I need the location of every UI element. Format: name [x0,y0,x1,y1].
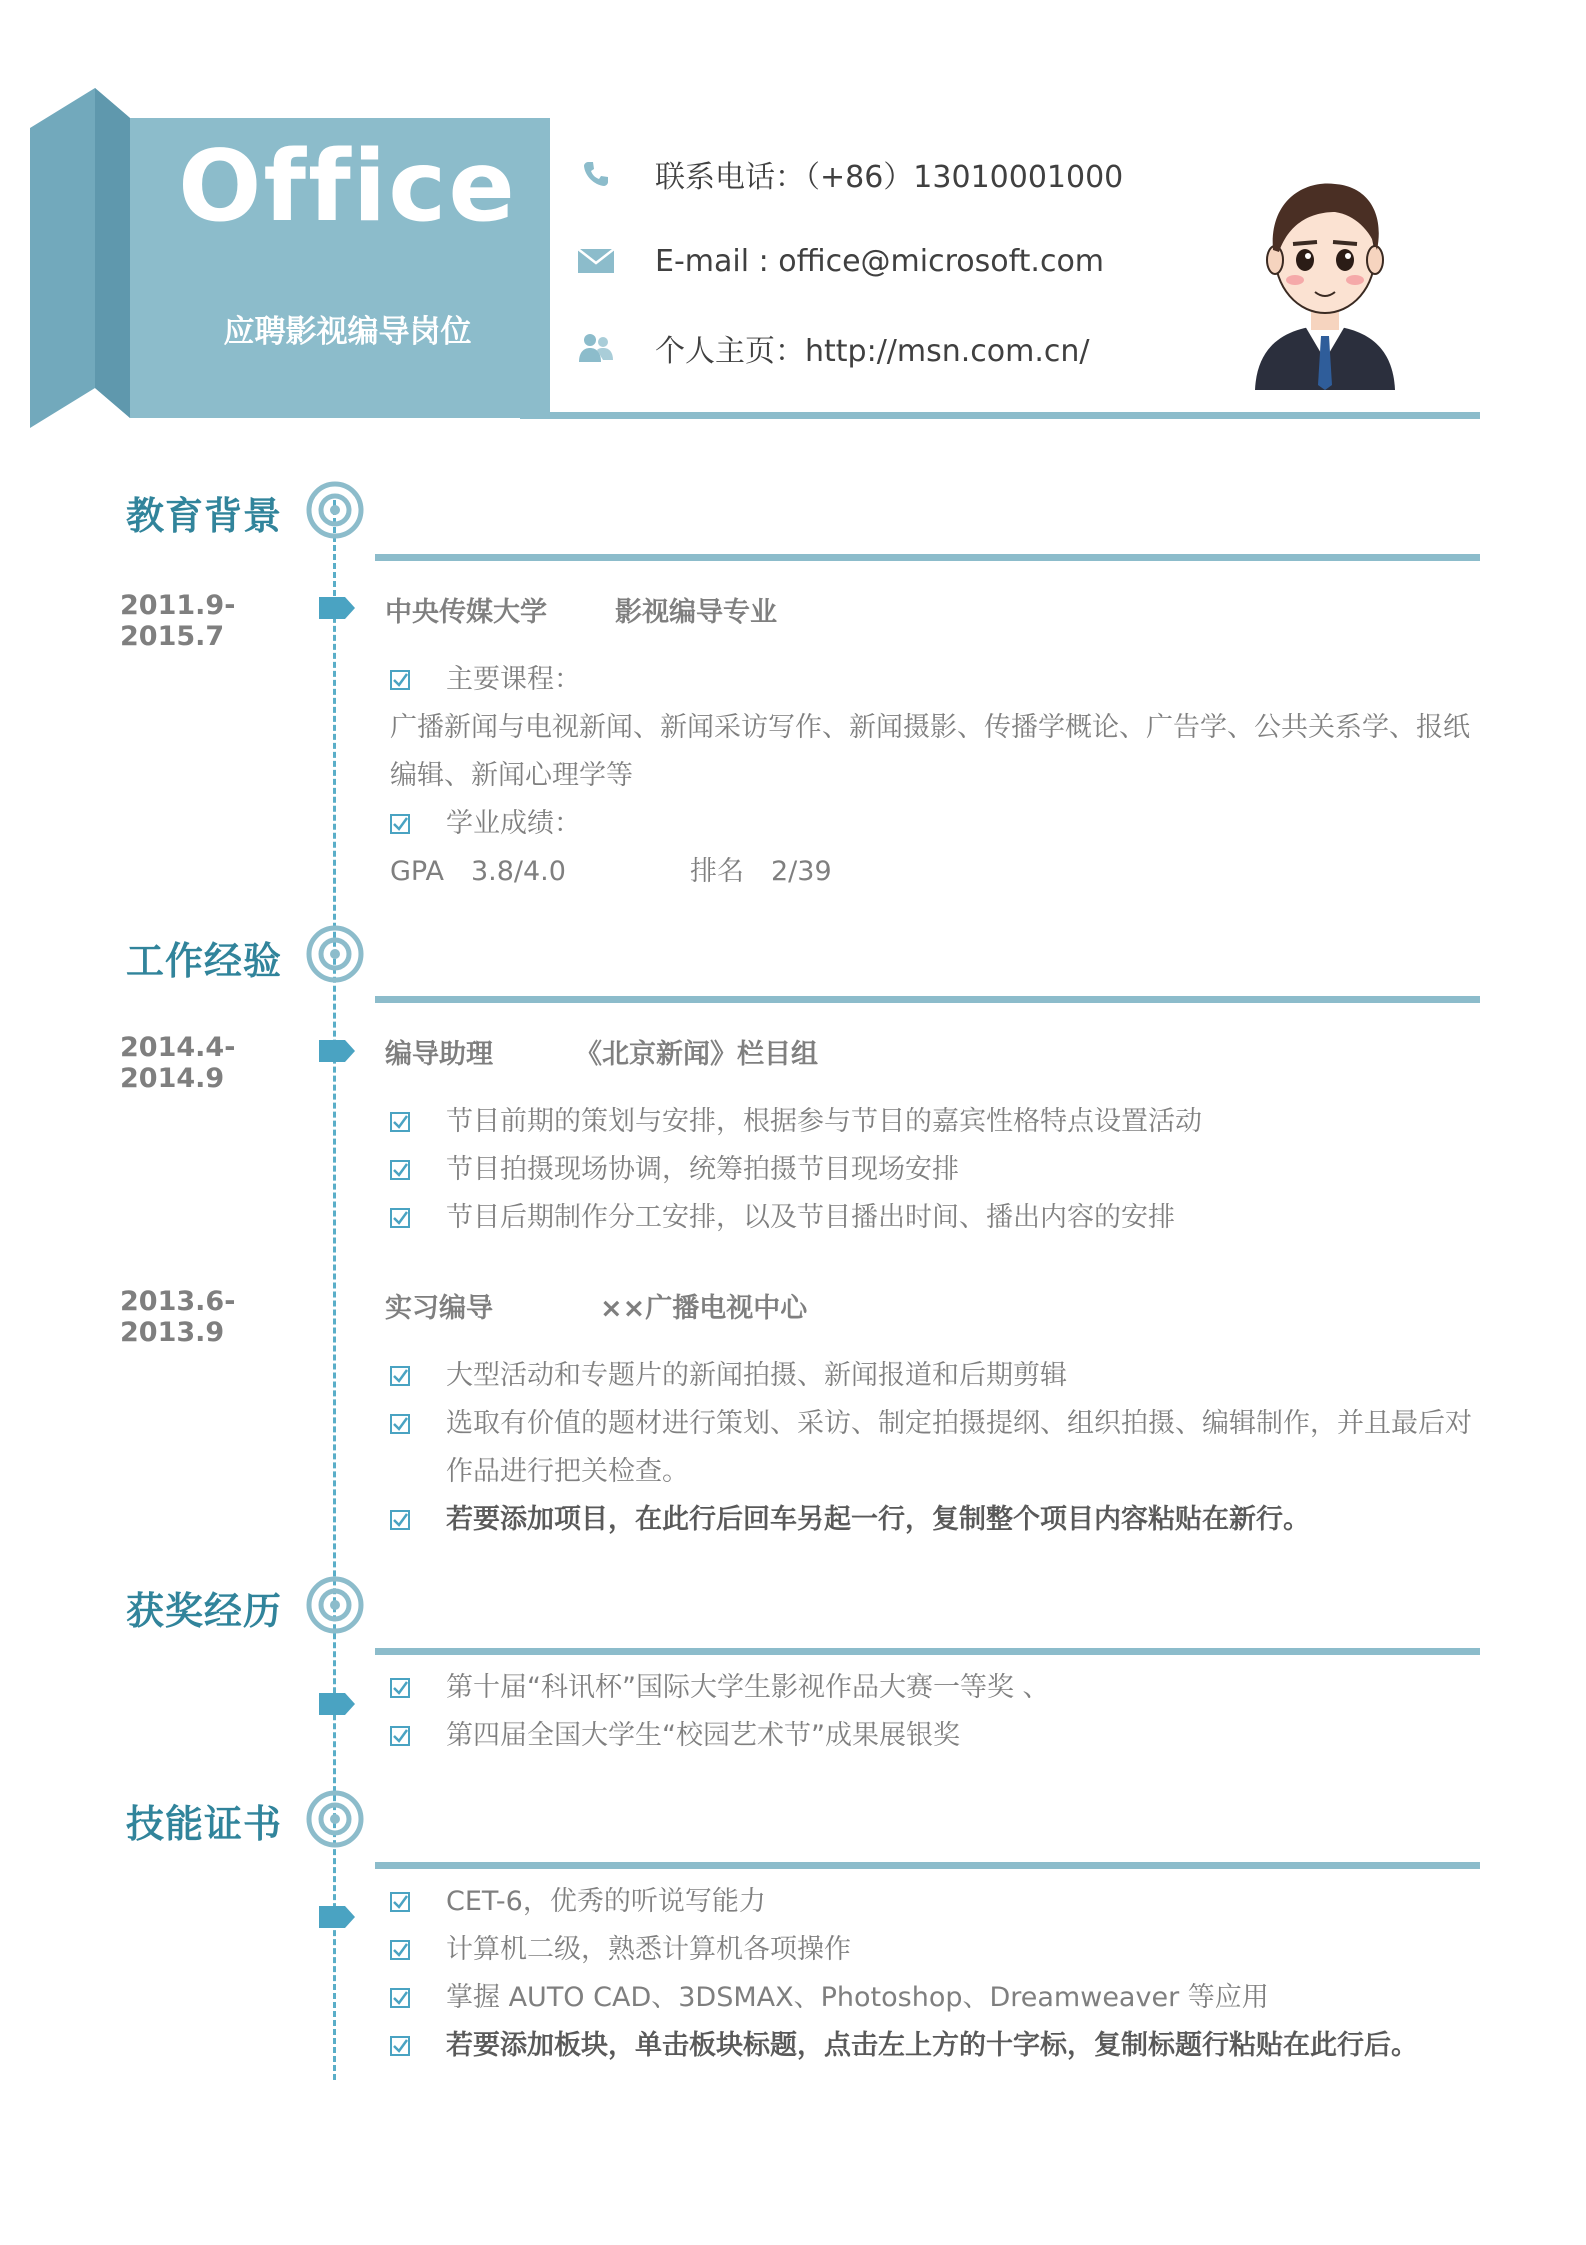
courses-line: 广播新闻与电视新闻、新闻采访写作、新闻摄影、传播学概论、广告学、公共关系学、报纸 [390,712,1470,743]
people-icon [575,330,617,366]
bullet-text: 节目后期制作分工安排，以及节目播出时间、播出内容的安排 [446,1202,1175,1233]
checkbox-icon [390,1988,410,2008]
job-date: 2013.6-2013.9 [120,1286,236,1348]
section-divider [375,554,1480,561]
flag-marker [319,1906,355,1928]
bullet-text: 若要添加项目，在此行后回车另起一行，复制整个项目内容粘贴在新行。 [446,1504,1310,1535]
bullet-text: 节目拍摄现场协调，统筹拍摄节目现场安排 [446,1154,959,1185]
school-name: 中央传媒大学 [385,597,547,628]
job-org: 《北京新闻》栏目组 [575,1039,818,1070]
job-role: 实习编导 [385,1293,493,1324]
checkbox-icon [390,1366,410,1386]
target-icon [306,1790,364,1848]
email-text: E-mail : office@microsoft.com [655,243,1105,279]
section-title-work: 工作经验 [126,939,283,983]
section-divider [375,1648,1480,1655]
checkbox-icon [390,1112,410,1132]
target-icon [306,1576,364,1634]
section-title-skills: 技能证书 [126,1802,283,1846]
rank-value: 排名 2/39 [690,856,832,887]
job-org: ××广播电视中心 [600,1293,808,1324]
award-text: 第四届全国大学生“校园艺术节”成果展银奖 [446,1720,960,1751]
target-icon [306,925,364,983]
checkbox-icon [390,2036,410,2056]
courses-label: 主要课程： [446,664,581,695]
job-role: 编导助理 [385,1039,493,1070]
bullet-text: 大型活动和专题片的新闻拍摄、新闻报道和后期剪辑 [446,1360,1067,1391]
skill-text: 若要添加板块，单击板块标题，点击左上方的十字标，复制标题行粘贴在此行后。 [446,2030,1418,2061]
checkbox-icon [390,1678,410,1698]
bullet-text: 作品进行把关检查。 [446,1456,689,1487]
job-date: 2014.4-2014.9 [120,1032,236,1094]
skill-text: 掌握 AUTO CAD、3DSMAX、Photoshop、Dreamweaver 等应用 [446,1982,1269,2013]
award-text: 第十届“科讯杯”国际大学生影视作品大赛一等奖 、 [446,1672,1050,1703]
avatar [1245,160,1405,390]
gpa-value: GPA 3.8/4.0 [390,856,566,887]
homepage-text: 个人主页：http://msn.com.cn/ [655,334,1090,369]
education-date: 2011.9-2015.7 [120,590,236,652]
target-icon [306,481,364,539]
bullet-text: 选取有价值的题材进行策划、采访、制定拍摄提纲、组织拍摄、编辑制作，并且最后对 [446,1408,1472,1439]
bullet-text: 节目前期的策划与安排，根据参与节目的嘉宾性格特点设置活动 [446,1106,1202,1137]
checkbox-icon [390,670,410,690]
checkbox-icon [390,1510,410,1530]
checkbox-icon [390,1726,410,1746]
phone-icon [575,156,617,192]
major-name: 影视编导专业 [615,597,777,628]
skill-text: CET-6，优秀的听说写能力 [446,1886,766,1917]
section-divider [375,996,1480,1003]
contact-email [575,236,1104,286]
header-banner [30,88,550,428]
checkbox-icon [390,1940,410,1960]
grades-label: 学业成绩： [446,808,581,839]
phone-text: 联系电话：（+86）13010001000 [655,160,1124,195]
section-title-awards: 获奖经历 [126,1589,283,1633]
flag-marker [319,1693,355,1715]
checkbox-icon [390,1160,410,1180]
courses-line: 编辑、新闻心理学等 [390,760,633,791]
checkbox-icon [390,1414,410,1434]
skill-text: 计算机二级，熟悉计算机各项操作 [446,1934,851,1965]
section-divider [375,1862,1480,1869]
mail-icon [575,243,617,279]
job-position: 应聘影视编导岗位 [223,314,472,350]
candidate-name: Office [178,130,517,244]
contact-phone [575,149,1123,199]
checkbox-icon [390,814,410,834]
checkbox-icon [390,1892,410,1912]
flag-marker [319,1040,355,1062]
flag-marker [319,597,355,619]
header-divider [520,412,1480,419]
contact-homepage [575,323,1090,373]
section-title-education: 教育背景 [126,494,283,538]
checkbox-icon [390,1208,410,1228]
